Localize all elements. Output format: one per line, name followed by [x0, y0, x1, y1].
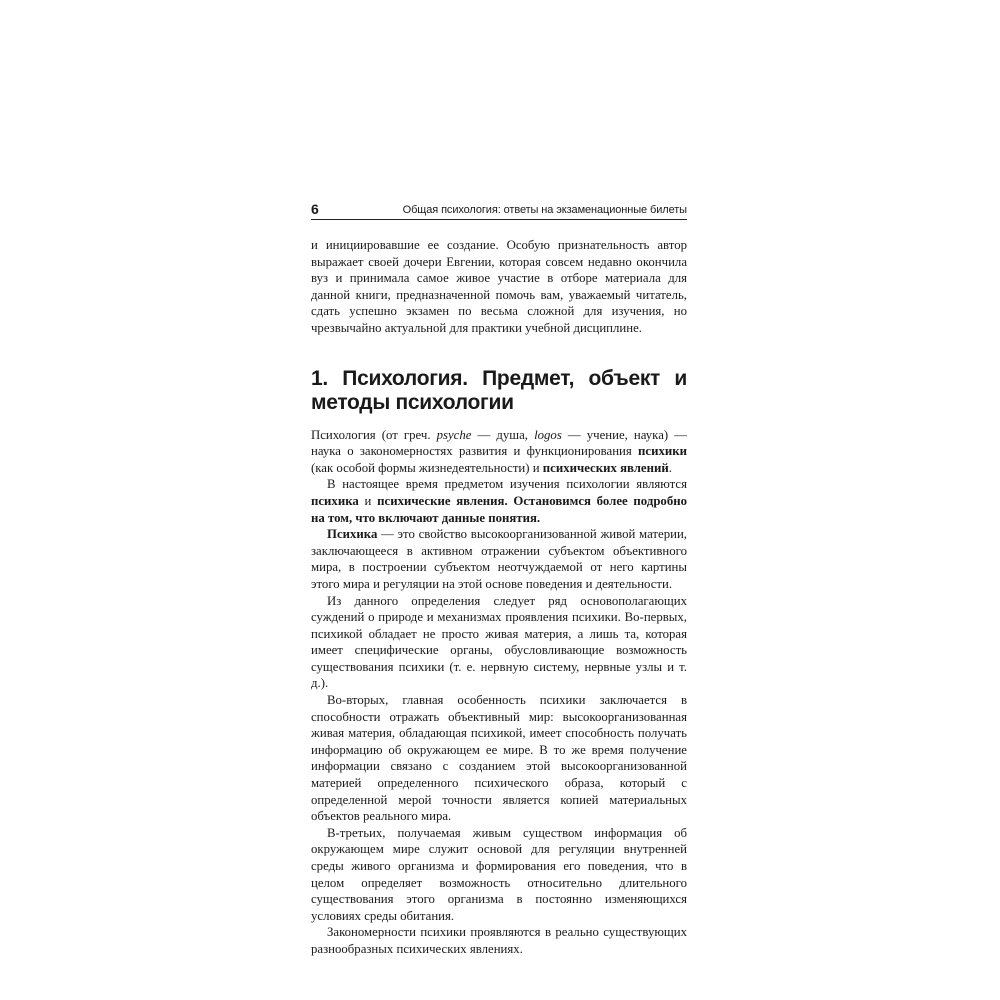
- text-run: — учение, наука) — наука о закономерностях развития и функционирования: [311, 427, 687, 459]
- bold-run: психические явления. Остановимся более подробно на том, что включают данные понятия.: [311, 493, 687, 525]
- body-paragraph: В-третьих, получаемая живым существом информация об окружающем мире служит основой для регуляции внутренней среды живого организма и формирования его поведения, что в целом определяет возможность относительно длительного существования этого организма в постоянно изменяющихся условиях среды обитания.: [311, 825, 687, 923]
- text-run: — это свойство высокоорганизованной живой материи, заключающееся в активном отражении субъектом объективного мира, в построении субъектом неотчуждаемой от него картины этого мира и регуляции на этой основе поведения и деятельности.: [311, 527, 687, 591]
- term-psikhika: Психика: [327, 527, 378, 542]
- definition-paragraph: [311, 427, 687, 477]
- body-paragraph: Закономерности психики проявляются в реально существующих разнообразных психических явлениях.: [311, 925, 687, 956]
- bold-run: психика: [311, 493, 359, 508]
- text-run: и: [358, 493, 378, 508]
- term-psikhika: психики: [638, 444, 687, 459]
- text-run: — душа,: [471, 427, 535, 442]
- running-title: Общая психология: ответы на экзаменационные билеты: [402, 204, 687, 216]
- term-psychic-phenomena: психических явлений: [542, 460, 669, 475]
- chapter-heading: 1. Психология. Предмет, объект и методы психологии: [311, 366, 687, 414]
- intro-paragraph: [311, 237, 687, 337]
- subject-paragraph: [311, 476, 687, 526]
- text-run: .: [668, 460, 672, 475]
- psyche-definition-paragraph: [311, 526, 687, 592]
- term-logos: logos: [534, 427, 562, 442]
- page-number: 6: [311, 201, 319, 217]
- text-run: (как особой формы жизнедеятельности) и: [311, 460, 543, 475]
- running-head: [311, 200, 687, 220]
- text-run: Психология (от греч.: [311, 427, 437, 442]
- body-paragraph: Из данного определения следует ряд основополагающих суждений о природе и механизмах проявления психики. Во-первых, психикой обладает не просто живая материя, а лишь та, которая имеет специфические органы, обусловливающие возможность существования психики (т. е. нервную систему, нервные узлы и т. д.).: [311, 593, 687, 691]
- chapter-section: [311, 367, 687, 958]
- text-run: В настоящее время предметом изучения психологии являются: [327, 477, 687, 492]
- book-page: [311, 200, 687, 958]
- term-psyche: psyche: [436, 427, 472, 442]
- body-paragraph: Во-вторых, главная особенность психики заключается в способности отражать объективный мир: высокоорганизованная живая материя, обладающая психикой, имеет способность получать информацию об окружающем ее мире. В то же время получение информации связано с созданием этой высокоорганизованной материей определенного психического образа, который с определенной мерой точности является копией материальных объектов реального мира.: [311, 693, 687, 824]
- intro-text: и инициировавшие ее создание. Особую признательность автор выражает своей дочери Евгении, которая совсем недавно окончила вуз и принимала самое живое участие в отборе материала для данной книги, предназначенной помочь вам, уважаемый читатель, сдать успешно экзамен по весьма сложной для изучения, но чрезвычайно актуальной для практики учебной дисциплине.: [311, 238, 687, 335]
